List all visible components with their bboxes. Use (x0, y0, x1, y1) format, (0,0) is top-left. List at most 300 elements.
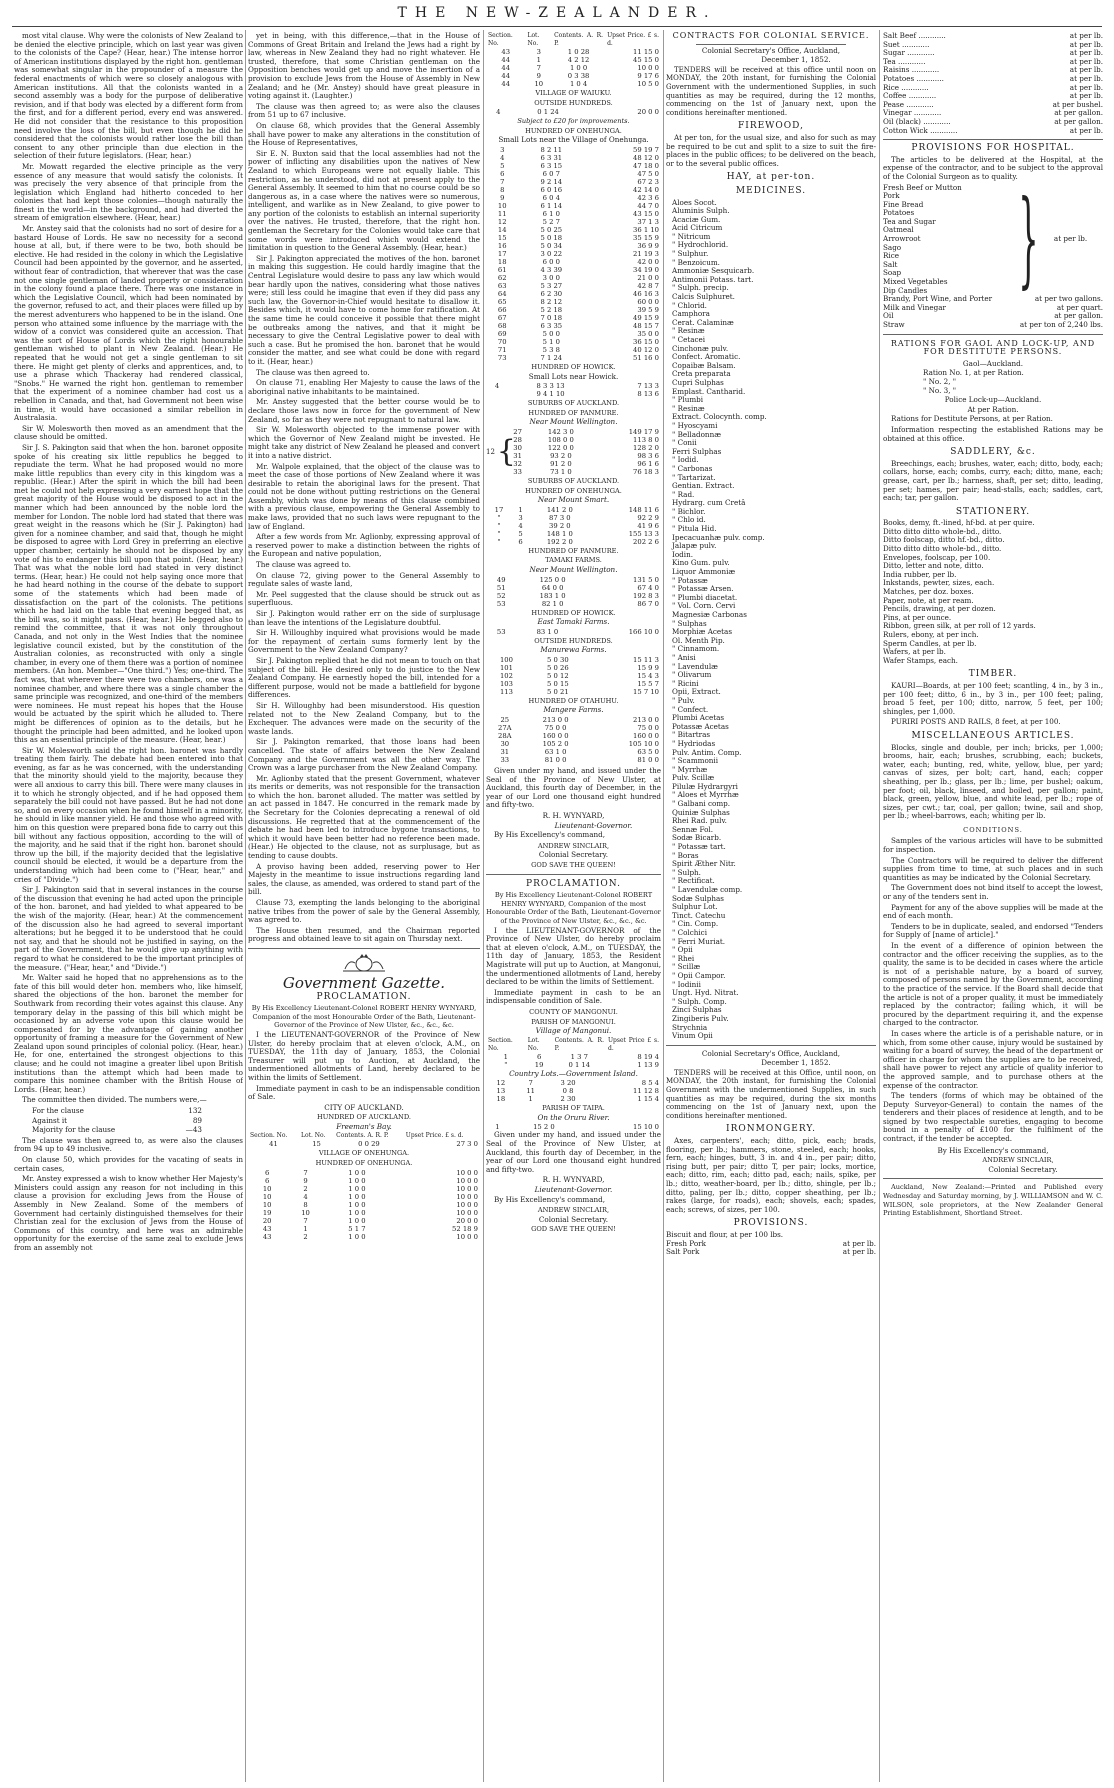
medicine-item: Ol. Menth Pip. (672, 635, 725, 645)
section-heading: OUTSIDE HUNDREDS. (534, 636, 613, 645)
medicine-item: Cupri Sulphas (672, 377, 724, 387)
paragraph: Sir W. Molesworth said the right hon. baronet was hardly treating them fairly. The debate had been entered into that evening, as far as he was concerned, with the understanding that the minority should yield to the majority, because they were all anxious to carry this bill. There were many clauses in it to which he strongly objected, and if he had opposed them separately the bill could not have passed. But he had not done so, and on every occasion when he found himself in a minority, he should in like manner yield. He and those who agreed with him on this question were prepared bona fide to carry out this bill without any factious opposition, according to the will of the majority, and he said that if the right hon. baronet should throw up the bill, if the majority decided that the legislative council should be elected, it would be a departure from the understanding which had been come to ("Hear, hear," and cries of "Divide.") (14, 745, 243, 884)
hospital-item: Potatoes (883, 208, 915, 218)
stationery-item: Pins, at per ounce. (883, 612, 952, 622)
table-cell: 10 (262, 1192, 272, 1201)
command-title: Colonial Secretary. (988, 1164, 1058, 1174)
table-row (486, 234, 661, 242)
table-cell: 1 0 0 (348, 1168, 366, 1177)
hospital-item: Sago (883, 242, 902, 252)
table-cell: 142 3 0 (547, 427, 574, 436)
medicine-item: " Sulph. precip. (672, 283, 729, 293)
land-table-mount-smart (486, 506, 661, 546)
table-header: Section. No. (488, 1036, 513, 1052)
table-cell: 1 0 28 (567, 48, 590, 56)
stationery-item: Sperm Candles, at per lb. (883, 638, 977, 648)
table-cell: 44 (501, 80, 511, 88)
table-cell: 9 4 1 10 (536, 390, 565, 399)
table-cell: 5 0 34 (540, 241, 563, 250)
table-cell: 0 1 14 (568, 1060, 591, 1069)
table-cell: 21 0 0 (637, 273, 659, 282)
table-row (486, 732, 661, 740)
table-cell: 36 9 9 (637, 241, 659, 250)
table-cell: 5 0 25 (540, 225, 563, 234)
land-table-government-island (486, 1079, 661, 1103)
medicine-item: " Ricini (672, 678, 699, 688)
hundred-heading-2: HUNDRED OF ONEHUNGA. (315, 1159, 413, 1168)
table-cell: 39 5 9 (637, 305, 659, 314)
table-cell: 9 (500, 193, 505, 202)
column-divider (879, 30, 880, 1782)
table-cell: 30 (500, 740, 510, 749)
medicine-item: " Rad. (672, 489, 695, 499)
land-table-waiuku (486, 108, 661, 116)
section-rule (883, 334, 1103, 335)
medicine-item: " Pulv. (672, 695, 695, 705)
table-cell: 108 0 0 (547, 435, 574, 444)
table-header: Contents. A. R. P. (336, 1132, 389, 1140)
table-row (486, 522, 661, 530)
table-cell: 27A (498, 724, 512, 733)
table-cell: 76 18 3 (633, 467, 659, 476)
stationery-item: Rulers, ebony, at per inch. (883, 630, 979, 639)
table-cell: 28 (513, 435, 522, 444)
hospital-rate: at per lb. (1053, 234, 1088, 244)
table-row (486, 576, 661, 584)
table-cell: 113 8 0 (633, 435, 659, 444)
table-cell: 155 13 3 (628, 529, 659, 538)
medicine-item: Acaciæ Gum. (672, 214, 721, 224)
table-cell: 49 15 9 (633, 313, 659, 322)
table-cell: 1 (495, 1123, 500, 1132)
command-line: By His Excellency's command, (937, 1145, 1049, 1155)
section-rule (666, 1045, 876, 1046)
column-1-paragraphs (14, 32, 243, 1105)
stationery-item: India rubber, per lb. (883, 569, 957, 579)
paragraph: Payment for any of the above supplies will be made at the end of each month. (883, 902, 1103, 921)
table-cell: 1 15 4 (637, 1095, 659, 1104)
section-heading: HUNDRED OF ONEHUNGA. (525, 486, 622, 495)
medicine-item: Acid Citricum (672, 223, 723, 233)
supply-rate: at per lb. (1069, 48, 1103, 58)
table-row (486, 530, 661, 538)
stationery-list (883, 519, 1103, 665)
table-cell: 10 5 0 (637, 80, 659, 88)
column-divider (245, 30, 246, 1782)
supply-item: Potatoes ............ (883, 73, 944, 83)
medicine-item: " Lavendulæ (672, 661, 718, 671)
saddlery-title: SADDLERY, &c. (950, 447, 1036, 458)
table-row (486, 154, 661, 162)
column-3 (486, 32, 661, 1782)
table-row (505, 460, 661, 468)
table-cell: 10 (262, 1184, 272, 1193)
tender-notice-2: TENDERS will be received at this Office, until noon, on MONDAY, the 20th instant, for furnishing the Colonial Government with the undermentioned Supplies, in such quantities as may be required, during the six months commencing on the 1st of January next, upon the conditions hereinafter mentioned. (666, 1068, 876, 1120)
table-cell: 148 11 6 (628, 505, 659, 514)
medicine-item: " Resinæ (672, 403, 705, 413)
table-cell: 63 (497, 281, 507, 290)
table-cell: 83 1 0 (536, 627, 559, 636)
table-row (486, 330, 661, 338)
land-table-howick (486, 382, 661, 398)
land-table-manurewa (486, 656, 661, 696)
section-rule (486, 874, 661, 875)
hospital-extra-item: Brandy, Port Wine, and Porter (883, 294, 993, 304)
medicine-item: Pilulæ Hydrargyri (672, 781, 738, 791)
table-cell: 7 (528, 1079, 533, 1088)
table-cell: 10 0 0 (456, 1200, 478, 1209)
table-cell: 44 7 0 (637, 201, 659, 210)
ration-line: Ration No. 1, at per Ration. (923, 368, 1024, 378)
table-cell: 17 (494, 505, 504, 514)
section-heading: SUBURBS OF AUCKLAND. (527, 476, 620, 485)
command-name: ANDREW SINCLAIR, (982, 1156, 1054, 1165)
paragraph: On clause 71, enabling Her Majesty to cause the laws of the aboriginal native inhabitants to be maintained. (248, 378, 480, 396)
table-cell: " (497, 537, 501, 546)
table-row (248, 1140, 480, 1148)
section-subheading: Near Mount Wellington. (529, 564, 618, 574)
table-cell: 27 3 0 (456, 1140, 478, 1149)
table-cell: 43 15 0 (633, 209, 659, 218)
ironmongery-title: IRONMONGERY. (726, 1124, 816, 1135)
table-header: Upset Price £ s. d. (607, 1036, 659, 1052)
table-cell: 43 (262, 1232, 272, 1241)
table-row (486, 314, 661, 322)
paragraph: Sir W. Molesworth then moved as an amendment that the clause should be omitted. (14, 423, 243, 442)
table-cell: 10 0 0 (456, 1176, 478, 1185)
table-cell: 1 (303, 1224, 308, 1233)
table-cell: 101 (499, 663, 513, 672)
supply-item: Suet ............ (883, 39, 930, 49)
signature-name-2: R. H. WYNYARD, (542, 1175, 605, 1185)
god-save-queen-2: GOD SAVE THE QUEEN! (531, 1225, 616, 1234)
table-cell: 5 0 0 (542, 329, 560, 338)
medicine-item: " Confect. (672, 704, 709, 714)
table-row (486, 672, 661, 680)
table-cell: 7 0 18 (540, 313, 563, 322)
table-cell: 5 3 27 (540, 281, 563, 290)
table-cell: 4 2 12 (567, 56, 590, 64)
medicine-item: Vinum Opii (672, 1031, 713, 1041)
table-row (486, 242, 661, 250)
table-cell: 1 0 0 (348, 1216, 366, 1225)
paragraph: On clause 50, which provides for the vacating of seats in certain cases, (14, 1155, 243, 1173)
signature-name: R. H. WYNYARD, (542, 811, 605, 821)
date-line-2: December 1, 1852. (761, 1058, 831, 1068)
command-name: ANDREW SINCLAIR, (537, 841, 610, 850)
table-cell: 9 (536, 72, 541, 80)
hospital-item: Fine Bread (883, 199, 924, 209)
country-lots-heading: Country Lots.—Government Island. (509, 1068, 638, 1078)
land-table-mangonui (486, 1037, 661, 1069)
given-under-hand-2: Given under my hand, and issued under the Seal of the Province of New Ulster, at Auckland, this fourth day of December, in the year of our Lord one thousand eight hundred and fifty-two. (486, 1130, 661, 1174)
section-heading: HUNDRED OF HOWICK. (531, 362, 616, 371)
table-cell: 65 (497, 297, 507, 306)
hay-title: HAY, at per-ton. (726, 172, 816, 183)
table-row (486, 656, 661, 664)
village-heading: VILLAGE OF ONEHUNGA. (318, 1149, 410, 1158)
table-cell: 5 1 0 (542, 337, 560, 346)
stationery-item: Ribbon, green silk, at per roll of 12 yards. (883, 621, 1036, 631)
table-cell: 81 0 0 (544, 756, 567, 765)
division-label: Majority for the clause (32, 1125, 116, 1135)
land-table-tamaki (486, 576, 661, 608)
signature-title-2: Lieutenant-Governor. (534, 1185, 613, 1195)
medicine-item: " Pitula Hid. (672, 524, 717, 534)
section-rule (696, 44, 846, 45)
table-row (486, 680, 661, 688)
supply-rate: at per gallon. (1054, 108, 1103, 118)
table-cell: 51 (496, 583, 506, 592)
table-row (505, 452, 661, 460)
table-row (486, 290, 661, 298)
table-cell: 4 3 39 (540, 265, 563, 274)
provision-item: Fresh Pork (666, 1238, 706, 1248)
section-subheading: East Tamaki Farms. (537, 617, 610, 627)
conditions-list (883, 837, 1103, 1143)
table-cell: 7 (303, 1216, 308, 1225)
medicine-item: " Conii (672, 438, 697, 448)
section-heading: HUNDRED OF PANMURE. (528, 546, 619, 555)
medicine-item: " Potassæ Arsen. (672, 584, 734, 594)
gaol-heading: Gaol—Auckland. (962, 358, 1024, 368)
medicine-item: " Hyoscyami (672, 420, 718, 430)
table-cell (486, 390, 508, 398)
table-cell: 5 3 8 (542, 345, 560, 354)
table-row (486, 748, 661, 756)
medicine-item: " Plumbi (672, 395, 704, 405)
gazette-title: Government Gazette. (282, 973, 446, 992)
section-subheading: Manurewa Farms. (540, 645, 607, 655)
table-row (486, 72, 661, 80)
table-cell: 1 (518, 505, 523, 514)
medicine-item: Aloes Socot. (672, 197, 717, 207)
table-cell: 98 3 6 (637, 451, 659, 460)
table-cell: 10 0 0 (456, 1168, 478, 1177)
table-cell: 122 0 0 (547, 443, 574, 452)
column-1-paragraphs-2 (14, 1137, 243, 1253)
table-cell: 9 2 14 (540, 177, 563, 186)
medicine-item: " Potassæ (672, 575, 708, 585)
table-cell: 46 16 3 (633, 289, 659, 298)
medicine-item: Opii, Extract. (672, 687, 721, 697)
medicine-item: " Plumbi diacetat. (672, 592, 738, 602)
medicine-item: " Opii (672, 945, 693, 955)
provisions-title: PROVISIONS. (733, 1218, 809, 1229)
supply-item: Pease ............ (883, 99, 934, 109)
medicine-item: " Carbonas (672, 463, 713, 473)
paragraph: The clause was then agreed to; as were also the clauses from 51 up to 67 inclusive. (248, 101, 480, 120)
table-cell: 4 (303, 1192, 308, 1201)
table-cell: 10 (262, 1200, 272, 1209)
table-cell: 7 (500, 177, 505, 186)
royal-crest-icon (341, 953, 387, 973)
table-cell: 37 1 3 (637, 217, 659, 226)
table-row (505, 444, 661, 452)
medicine-item: Zingiberis Pulv. (672, 1013, 729, 1023)
ration-lines (883, 369, 1103, 395)
table-cell: 20 0 0 (637, 108, 659, 117)
column-4 (666, 32, 876, 1782)
table-cell: 6 3 35 (540, 321, 563, 330)
table-cell: 5 (500, 161, 505, 170)
proclamation-byline-2: By His Excellency Lieutenant-Colonel ROBERT HENRY WYNYARD, Companion of the most Honourable Order of the Bath, Lieutenant-Governor of the Province of New Ulster, &c., &c., &c. (486, 891, 661, 925)
table-row (486, 194, 661, 202)
command-title-2: Colonial Secretary. (538, 1214, 609, 1224)
destitute-line: Rations for Destitute Persons, at per Ration. (891, 414, 1053, 424)
paragraph: In the event of a difference of opinion between the contractor and the officer receiving the supplies, as to the quality, the same is to be decided in cases where the article is not of a perishable nature, by a board of survey, composed of persons named by the Government, according to the practice of the service. If the Board shall decide that the article is not of a proper quality, it must be immediately replaced by the contractor; failing which, it will be procured by the department requiring it, and the expense charged to the contractor. (883, 941, 1103, 1028)
paragraph: Mr. Walter said he hoped that no apprehensions as to the fate of this bill would deter hon. members who, like himself, shared the objections of the hon. baronet the member for Southwark from recording their votes against this clause. Any temporary delay in the passing of this bill which might be occasioned by an adverse vote upon this clause would be compensated for by the advantage of gaining another opportunity of framing a measure for the Government of New Zealand upon sound principles of colonial policy. (Hear, hear.) He, for one, entertained the strongest objections to this clause; and he could not imagine a greater libel upon British institutions than the attempt which had been made to compare this nominee chamber with the British House of Lords. (Hear, hear.) (14, 973, 243, 1094)
hospital-item: Salt (883, 259, 898, 269)
table-cell: 96 1 6 (637, 459, 659, 468)
table-cell: 10 (497, 201, 507, 210)
table-cell: 73 1 0 (550, 467, 572, 476)
stationery-item: Matches, per doz. boxes. (883, 587, 974, 597)
table-cell: 0 8 (562, 1087, 574, 1096)
stationery-item: Paper, note, at per ream. (883, 595, 974, 605)
table-cell: 73 (497, 353, 507, 362)
medicine-item: " Hydriodas (672, 738, 716, 748)
medicine-item: Calcis Sulphuret. (672, 292, 735, 302)
masthead-title: THE NEW-ZEALANDER. (397, 5, 717, 21)
table-cell: 60 0 0 (637, 297, 659, 306)
table-cell: 5 0 18 (540, 233, 563, 242)
table-cell: 15 4 3 (637, 671, 659, 680)
hospital-item: Oatmeal (883, 225, 914, 235)
table-row (486, 716, 661, 724)
medicine-item: Pulv. Scillæ (672, 773, 715, 783)
supply-item: Cotton Wick ............ (883, 125, 958, 135)
table-cell: 192 8 3 (633, 591, 659, 600)
paragraph: Mr. Walpole explained, that the object of the clause was to meet the case of those portions of New Zealand where it was desirable to retain the aboriginal laws for the present. That could not be done without putting restrictions on the General Assembly, which was done by means of this clause combined with a previous clause, empowering the General Assembly to make laws, provided that no such laws were repugnant to the law of England. (248, 461, 480, 531)
table-cell: 15 9 9 (637, 663, 659, 672)
land-table-panmure (505, 428, 661, 476)
table-cell: 4 (518, 521, 523, 530)
paragraph: Sir J. Pakington appreciated the motives of the hon. baronet in making this suggestion. He could hardly imagine that the Central Legislature would desire to pass any law which would bear hardly upon the natives, considering what those natives were; still less could he imagine that even if they did pass any such law, the Governor-in-Chief would hesitate to disallow it. Besides which, it would have to come home for ratification. At the same time he could conceive it possible that there might be outbreaks among the natives, and that it might be necessary to give the Central Legislative power to deal with such a case. But he promised the hon. baronet that he would consider the matter, and see what could be done with regard to it. (Hear, hear.) (248, 253, 480, 366)
supply-item: Coffee ............ (883, 91, 937, 101)
supply-item: Vinegar ............ (883, 108, 942, 118)
table-cell: 8 3 3 13 (536, 382, 565, 391)
paragraph: Sir W. Molesworth objected to the immense power with which the Governor of New Zealand might be invested. He might take any district of New Zealand he pleased and convert it into a native district. (248, 425, 480, 460)
god-save-queen: GOD SAVE THE QUEEN! (531, 861, 616, 869)
table-cell: 2 (303, 1184, 308, 1193)
table-cell: 5 1 7 (348, 1224, 366, 1233)
supply-item: Salt Beef ............ (883, 32, 946, 40)
note-text: Subject to £20 for improvements. (517, 117, 630, 126)
medicine-item: Potassæ Acetas (672, 721, 729, 731)
hospital-item: Pork (883, 191, 900, 201)
hospital-extra-rate: at per two gallons. (1034, 294, 1103, 304)
table-cell: 33 (500, 756, 510, 765)
table-row (486, 346, 661, 354)
table-cell: 5 0 12 (547, 671, 569, 680)
table-cell: 68 (497, 321, 507, 330)
command-name-2: ANDREW SINCLAIR, (537, 1206, 610, 1215)
table-cell: 141 2 0 (546, 505, 573, 514)
supply-rate: at per lb. (1069, 125, 1103, 135)
supply-rate: at per lb. (1069, 32, 1103, 40)
supply-item: Oil (black) ............ (883, 116, 951, 126)
stationery-item: Ditto foolscap, ditto hf.-bd., ditto. (883, 535, 1005, 545)
medicine-item: Emplast. Cantharid. (672, 386, 746, 396)
supply-item: Tea ............ (883, 56, 926, 66)
proclamation-heading-2: PROCLAMATION. (526, 878, 621, 889)
table-cell: " (497, 529, 501, 538)
division-value: 89 (192, 1115, 202, 1125)
table-cell: 148 1 0 (546, 529, 573, 538)
table-cell: 1 0 0 (569, 64, 588, 72)
table-row (486, 56, 661, 64)
section-heading: TAMAKI FARMS. (545, 556, 602, 565)
medicine-item: " Galbani comp. (672, 799, 731, 809)
section-rule (883, 139, 1103, 140)
table-cell: 44 (501, 56, 511, 64)
table-cell: 183 1 0 (539, 591, 566, 600)
paragraph: Mr. Anstey said that the colonists had no sort of desire for a bastard House of Lords. He saw no necessity for a second house at all, but, if there were to be two, both should be elective. He had resided in the colony in which the Legislative Council had been appointed by the governor, and he asserted, without fear of contradiction, that wherever that was the case not one single gentleman of landed property or consideration in the colony found a place there. There was one instance in which the Legislative Council, which had been nominated by the governor, refused to act, and their places were filled up by the merest adventurers who happened to be in the island. One person who attained some influence by the marriage with the widow of a convict was considered quite an accession. That was the sort of House of Lords which the right honourable gentleman wished to plant in New Zealand. (Hear.) He repeated that he would not get a single gentleman to sit there. He might get plenty of clerks and apprentices, and, to use a phrase which Thackeray had rendered classical, "Snobs." He warned the right hon. gentleman to remember that the experiment of a nominee chamber had cost us a rebellion in Canada, and that, had Government not been wise in time, it would have occasioned a similar rebellion in Australasia. (14, 224, 243, 423)
table-cell: 1 0 0 (348, 1176, 366, 1185)
table-header: Upset Price. £ s. d. (607, 32, 659, 47)
table-cell: 14 (497, 225, 507, 234)
table-cell: 93 2 0 (550, 451, 572, 460)
table-cell: 6 3 31 (540, 153, 563, 162)
table-cell: 15 11 3 (633, 655, 659, 664)
paragraph: Tenders to be in duplicate, sealed, and endorsed "Tenders for Supply of [name of article]." (883, 921, 1103, 940)
proclamation-body-mangonui: I the LIEUTENANT-GOVERNOR of the Province of New Ulster, do hereby proclaim that at eleven o'clock, A.M., on TUESDAY, the 11th day of January, 1853, the Resident Magistrate will put up to Auction, at Mangonui, the undermentioned allotments of Land, hereby declared to be within the limits of Settlement. (486, 925, 661, 987)
table-cell: 15 (312, 1140, 321, 1149)
timber-title: TIMBER. (968, 669, 1018, 680)
section-subheading: Small Lots near the Village of Onehunga. (498, 135, 649, 145)
table-cell: 5 0 26 (547, 663, 569, 672)
table-cell: 48 15 7 (633, 321, 659, 330)
conditions-title: CONDITIONS. (963, 825, 1023, 834)
table-row (248, 1193, 480, 1201)
supply-rate: at per lb. (1069, 56, 1103, 66)
table-row (486, 170, 661, 178)
hospital-text: The articles to be delivered at the Hospital, at the expense of the contractor, and to be subject to the approval of the Colonial Surgeon as to quality. (883, 154, 1103, 181)
table-cell: 7 1 24 (540, 353, 563, 362)
section-rule (883, 1178, 1103, 1179)
medicine-item: Plumbi Acetas (672, 713, 725, 723)
column-2-paragraphs (248, 32, 480, 944)
table-row (486, 740, 661, 748)
medicine-item: Extract. Colocynth. comp. (672, 412, 767, 422)
table-row (248, 1201, 480, 1209)
section-heading: HUNDRED OF ONEHUNGA. (525, 126, 622, 135)
paragraph: The committee then divided. The numbers were,— (22, 1095, 207, 1105)
table-cell: 92 2 9 (637, 513, 659, 522)
medicine-item: Magnesiæ Carbonas (672, 610, 747, 619)
parish-heading-taipa: PARISH OF TAIPA. (542, 1104, 605, 1113)
hospital-item: Mixed Vegetables (883, 277, 948, 287)
paragraph: Sir J. Pakington remarked, that those loans had been cancelled. The state of affairs between the New Zealand Company and the Government was all the other way. The Crown was a large purchaser from the New Zealand Company. (248, 737, 480, 773)
table-row (486, 1079, 661, 1087)
medicine-item: " Aloes et Myrrhæ (672, 790, 739, 800)
paragraph: Mr. Aglionby stated that the present Government, whatever its merits or demerits, was not responsible for the transaction to which the hon. baronet alluded. The matter was settled by an act passed in 1847. He concurred in the remark made by the Secretary for the Colonies deprecating a renewal of old discussions. He regretted that at the commencement of the debate he had been led to introduce bygone transactions, to which it would have been better had no reference been made. (Hear.) He objected to the clause, not as surplusage, but as tending to cause doubts. (248, 773, 480, 861)
hospital-item: Soap (883, 268, 902, 278)
division-row (32, 1117, 202, 1126)
column-divider (483, 30, 484, 1782)
medicine-item: Sulphur Lot. (672, 902, 718, 912)
table-cell: " (504, 1060, 508, 1069)
table-cell: 61 (497, 265, 507, 274)
medicine-item: Ungt. Hyd. Nitrat. (672, 988, 739, 998)
table-cell: 3 (518, 513, 523, 522)
table-cell: 51 16 0 (633, 353, 659, 362)
paragraph: Sir J. S. Pakington said that when the hon. baronet opposite spoke of his creating six little republics he begged to repudiate the term. What he had proposed would no more make little republics than every city in this kingdom was a republic. (Hear.) After the spirit in which the bill had been met he could not help expressing a very earnest hope that the great majority of the House would be disposed to act in the manner which had been announced by the noble lord the member for London. The noble lord had stated that there was great weight in the reasons which he (Sir J. Pakington) had given for a nominee chamber, and said that, though he might be disposed to agree with Lord Grey in preferring an elective upper chamber, certainly he should not be disposed by any vote of his to endanger this bill upon that point. (Hear, hear.) That was what the noble lord had stated in very distinct terms. (Hear, hear.) He could not help saying once more that he had heard nothing in the course of the debate to support some of the statements which had been made of dissatisfaction on the part of the colonists. The petitions which he had laid on the table that evening begged that, as the bill was, so it might pass. (Hear, hear.) He begged also to remind the committee, that it was not only throughout Canada, and not only in the West Indies that the nominee legislative council existed, but by the constitution of the Australian colonies, as reconstructed with only a single chamber, in every one of them there was a portion of nominee members. (An hon. Member—"One third.") Yes; one-third. The fact was, that wherever there were two chambers, one was a nominee chamber, and where there was a single chamber the same principle was recognized, and one-third of the members were nominees. He must repeat his hopes that the House would be actuated by the spirit which he alluded to. There might be differences of opinion as to the details, but he thought the principle had been admitted, and he looked upon this as an essential principle of the measure. (Hear, hear.) (14, 442, 243, 745)
county-heading: COUNTY OF MANGONUI. (529, 1007, 618, 1016)
section-heading: VILLAGE OF WAIUKU. (535, 89, 612, 97)
hospital-extra-list (883, 295, 1103, 329)
